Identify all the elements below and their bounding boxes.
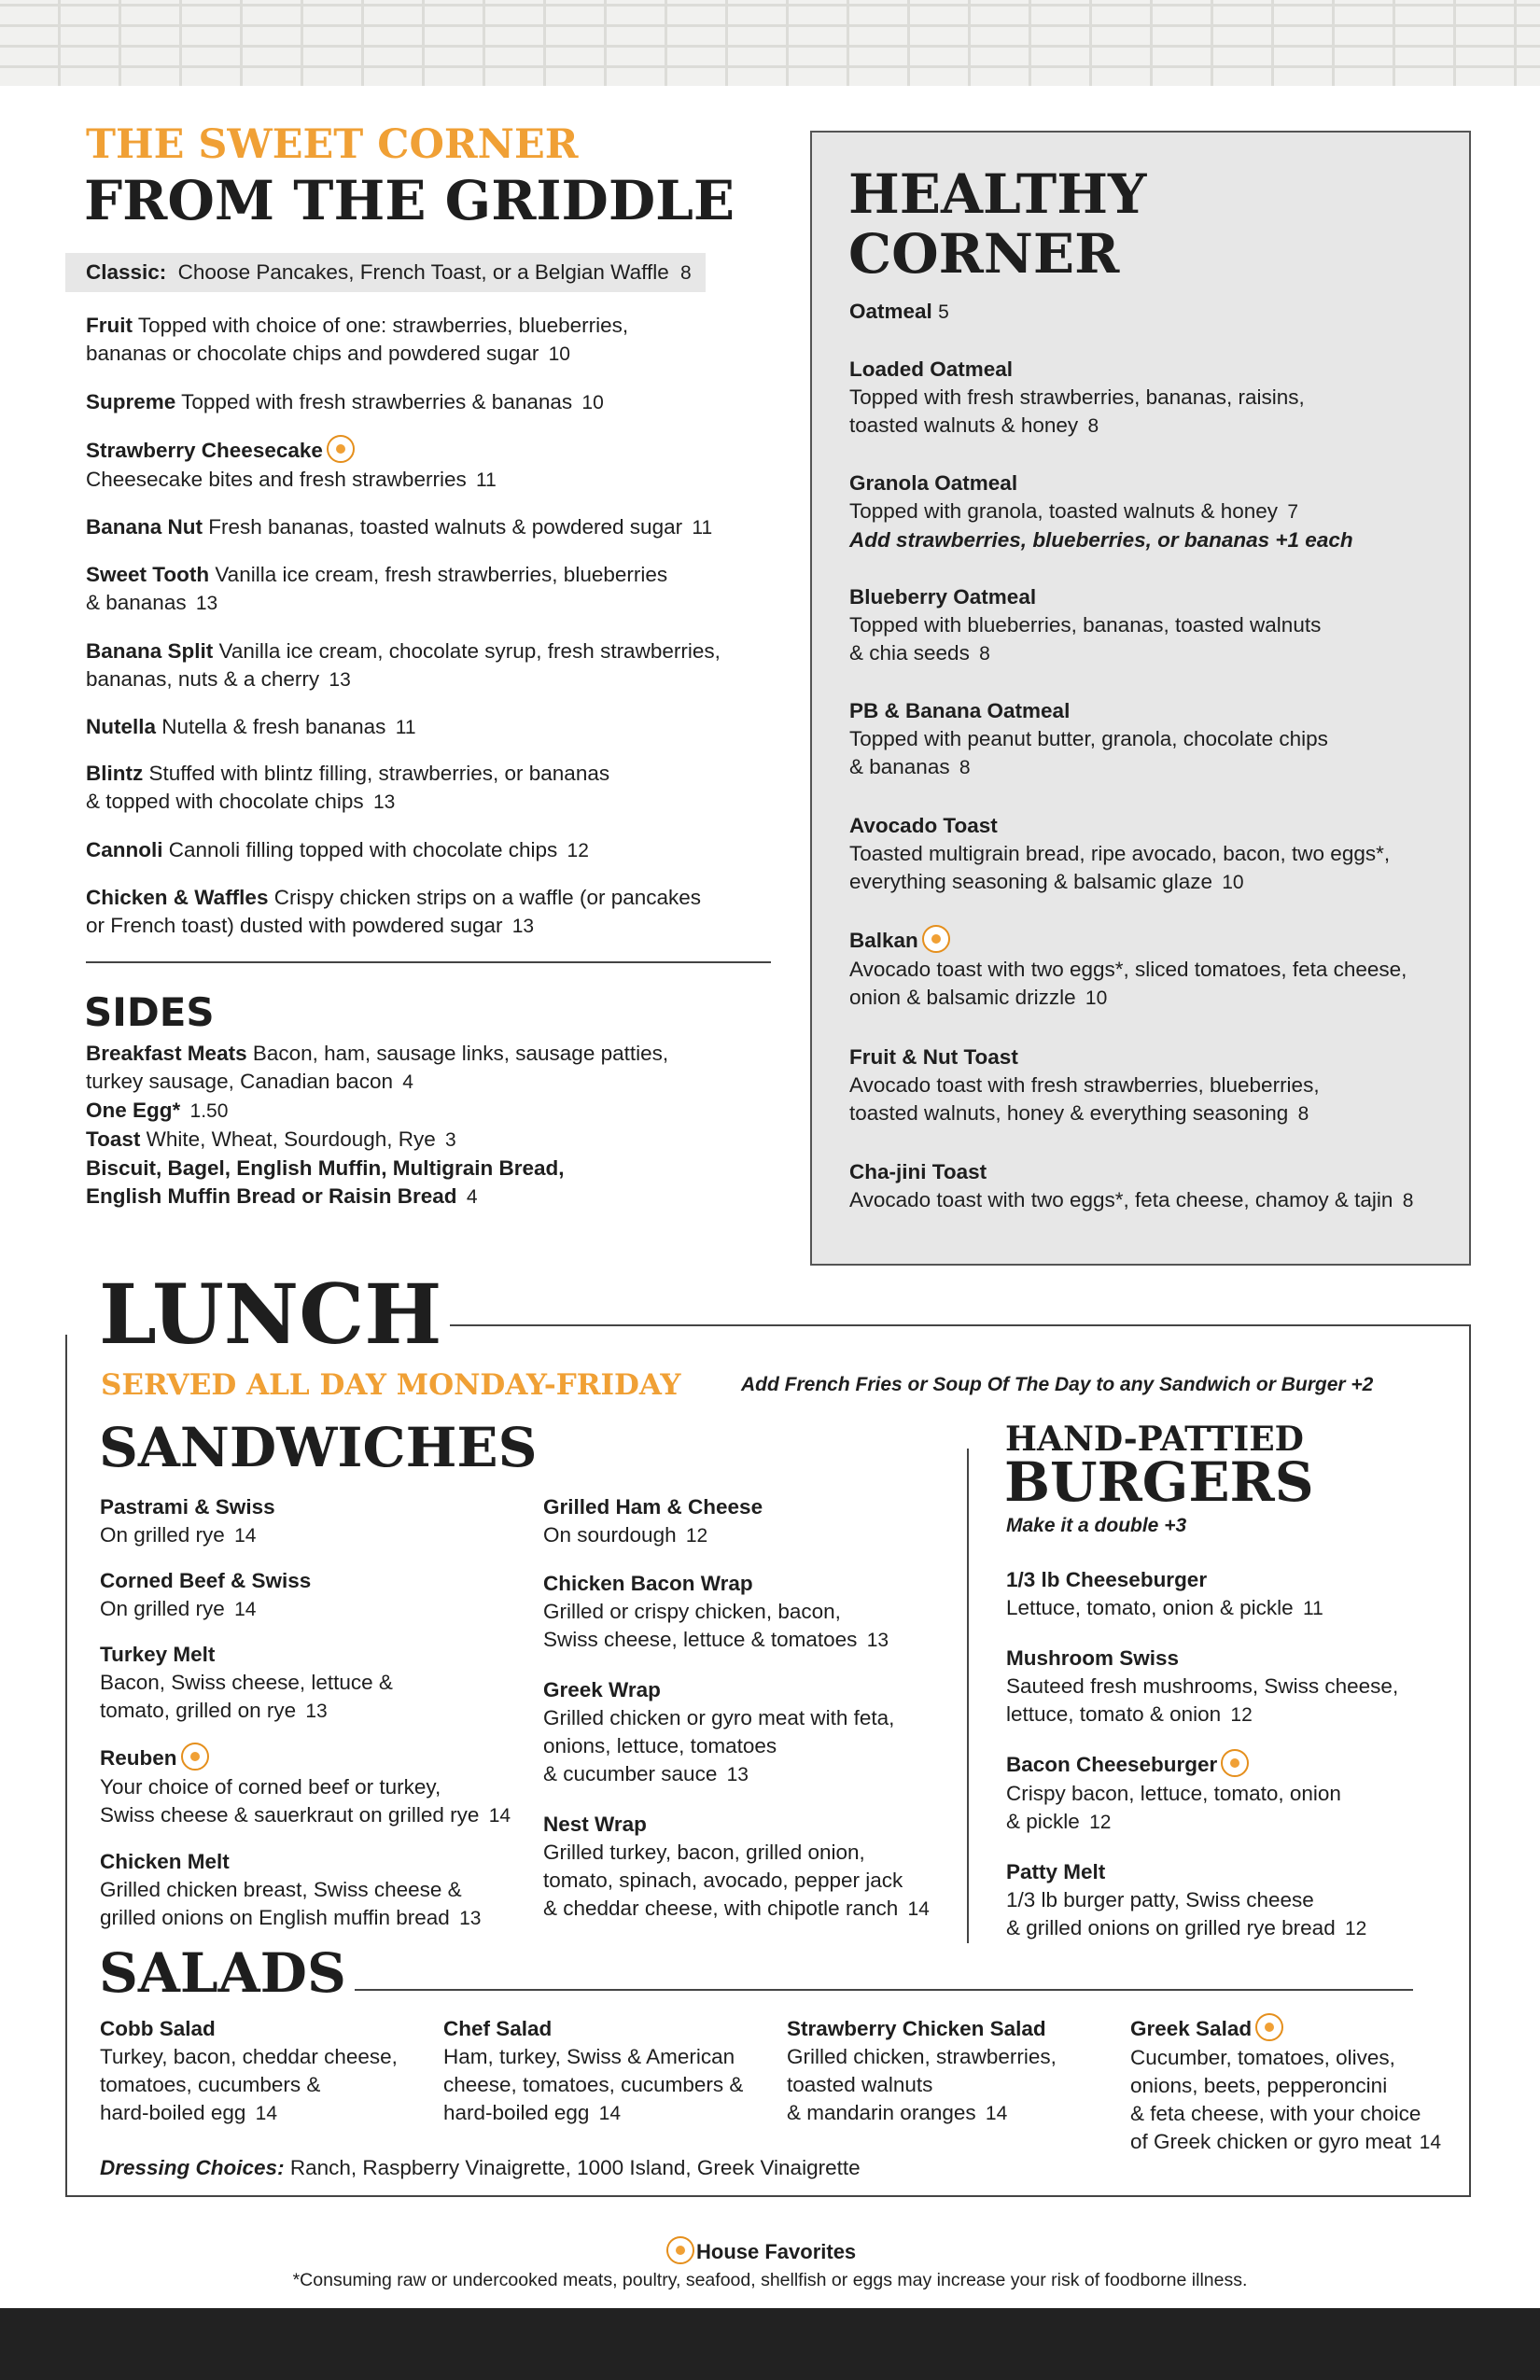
house-favorites-legend	[666, 2238, 856, 2267]
item-desc: Vanilla ice cream, fresh strawberries, blueberries	[215, 563, 668, 586]
sandwich-item	[543, 1676, 894, 1789]
item-desc: Lettuce, tomato, onion & pickle	[1006, 1596, 1294, 1619]
side-item	[86, 1126, 456, 1155]
house-favorite-egg-icon	[1221, 1749, 1249, 1777]
item-name: Banana Nut	[86, 515, 203, 539]
house-favorite-egg-icon	[327, 435, 355, 463]
griddle-kicker: THE SWEET CORNER	[86, 121, 579, 168]
sandwich-item	[100, 1493, 275, 1550]
item-name: Nest Wrap	[543, 1813, 647, 1836]
classic-desc: Choose Pancakes, French Toast, or a Belgian Waffle	[177, 260, 669, 284]
sandwich-item	[100, 1744, 511, 1830]
item-desc: hard-boiled egg	[100, 2101, 246, 2124]
item-price: 3	[445, 1129, 456, 1151]
divider	[86, 961, 771, 963]
footer-bar	[0, 2308, 1540, 2380]
item-name: Chicken & Waffles	[86, 886, 269, 909]
item-price: 1.50	[189, 1100, 229, 1122]
item-desc: turkey sausage, Canadian bacon	[86, 1070, 393, 1093]
salads-title: SALADS	[99, 1941, 346, 2005]
burger-item	[1006, 1566, 1323, 1623]
dressing-choices	[100, 2154, 861, 2182]
item-price: 13	[726, 1764, 749, 1785]
side-item	[86, 1097, 228, 1126]
item-price: 10	[581, 392, 604, 413]
item-desc: toasted walnuts & honey	[849, 413, 1079, 437]
item-name: One Egg*	[86, 1099, 181, 1122]
item-price: 11	[1302, 1598, 1323, 1619]
burger-item	[1006, 1858, 1366, 1943]
item-desc: hard-boiled egg	[443, 2101, 590, 2124]
item-desc: Grilled turkey, bacon, grilled onion,	[543, 1841, 865, 1864]
healthy-title-line1: HEALTHY	[848, 162, 1147, 226]
item-name: Cannoli	[86, 838, 163, 861]
item-desc: Crispy chicken strips on a waffle (or pancakes	[273, 886, 702, 909]
item-price: 4	[402, 1071, 413, 1093]
item-desc: Fresh bananas, toasted walnuts & powdered sugar	[208, 515, 683, 539]
item-desc: Nutella & fresh bananas	[161, 715, 386, 738]
item-desc: Stuffed with blintz filling, strawberries, or bananas	[148, 762, 610, 785]
side-item	[86, 1155, 565, 1211]
item-desc: toasted walnuts	[787, 2073, 933, 2096]
sandwich-item	[100, 1848, 481, 1933]
item-desc: bananas or chocolate chips and powdered sugar	[86, 342, 539, 365]
item-desc: lettuce, tomato & onion	[1006, 1702, 1222, 1726]
item-name: Biscuit, Bagel, English Muffin, Multigrain Bread,	[86, 1156, 565, 1180]
house-favorite-egg-icon	[181, 1743, 209, 1771]
item-desc: On grilled rye	[100, 1597, 225, 1620]
menu-item	[86, 836, 589, 865]
item-name: Breakfast Meats	[86, 1042, 247, 1065]
burgers-title: BURGERS	[1004, 1450, 1314, 1514]
item-desc: Turkey, bacon, cheddar cheese,	[100, 2045, 398, 2068]
item-desc: & grilled onions on grilled rye bread	[1006, 1916, 1336, 1939]
item-name: Banana Split	[86, 639, 214, 663]
item-price: 12	[685, 1525, 708, 1547]
item-desc: cheese, tomatoes, cucumbers &	[443, 2073, 744, 2096]
menu-item	[86, 513, 712, 542]
item-name: Blueberry Oatmeal	[849, 585, 1037, 609]
item-name: Turkey Melt	[100, 1643, 216, 1666]
item-desc: Cheesecake bites and fresh strawberries	[86, 468, 467, 492]
item-name: Fruit & Nut Toast	[849, 1045, 1018, 1069]
item-price: 11	[395, 717, 416, 738]
item-desc: On grilled rye	[100, 1523, 225, 1547]
item-desc: of Greek chicken or gyro meat	[1130, 2130, 1412, 2154]
item-price: 14	[907, 1898, 930, 1920]
menu-item	[86, 312, 628, 369]
item-desc: Topped with fresh strawberries, bananas, raisins,	[849, 385, 1305, 409]
item-desc: Toasted multigrain bread, ripe avocado, bacon, two eggs*,	[849, 842, 1391, 865]
item-desc: tomato, spinach, avocado, pepper jack	[543, 1869, 903, 1892]
item-price: 12	[567, 840, 589, 861]
item-desc: & bananas	[849, 755, 950, 778]
item-desc: Topped with blueberries, bananas, toasted walnuts	[849, 613, 1322, 637]
column-divider	[967, 1449, 969, 1943]
sandwich-item	[543, 1570, 889, 1655]
menu-item	[86, 388, 604, 417]
item-name: Avocado Toast	[849, 814, 998, 837]
item-price: 10	[1085, 987, 1108, 1010]
item-note: Add strawberries, blueberries, or bananas +1 each	[849, 528, 1353, 552]
item-desc: & feta cheese, with your choice	[1130, 2102, 1421, 2126]
item-name: Toast	[86, 1127, 141, 1151]
item-name: Grilled Ham & Cheese	[543, 1495, 763, 1519]
item-name: 1/3 lb Cheeseburger	[1006, 1568, 1208, 1591]
burgers-note: Make it a double +3	[1006, 1515, 1187, 1536]
item-price: 13	[195, 593, 218, 614]
item-name: Greek Salad	[1130, 2017, 1253, 2040]
menu-item	[86, 884, 701, 941]
menu-item	[849, 469, 1353, 554]
item-desc: Cannoli filling topped with chocolate chips	[168, 838, 558, 861]
item-name: Chicken Melt	[100, 1850, 230, 1873]
dressing-label: Dressing Choices:	[100, 2156, 285, 2179]
item-desc: Topped with choice of one: strawberries, blueberries,	[137, 314, 629, 337]
item-name: Strawberry Chicken Salad	[787, 2017, 1046, 2040]
item-desc: Grilled chicken breast, Swiss cheese &	[100, 1878, 462, 1901]
item-name: PB & Banana Oatmeal	[849, 699, 1071, 722]
item-desc: onions, lettuce, tomatoes	[543, 1734, 777, 1757]
item-desc: onions, beets, pepperoncini	[1130, 2074, 1388, 2098]
item-price: 14	[234, 1599, 257, 1620]
item-desc: Swiss cheese, lettuce & tomatoes	[543, 1628, 858, 1651]
lunch-subtitle: SERVED ALL DAY MONDAY-FRIDAY	[101, 1368, 681, 1402]
item-desc: toasted walnuts, honey & everything seasoning	[849, 1101, 1289, 1125]
item-name: Chicken Bacon Wrap	[543, 1572, 753, 1595]
item-price: 8	[959, 757, 971, 778]
item-price: 13	[372, 791, 396, 813]
item-name: English Muffin Bread or Raisin Bread	[86, 1184, 457, 1208]
menu-item	[849, 1158, 1413, 1215]
item-price: 12	[1344, 1918, 1367, 1939]
sandwich-item	[100, 1567, 311, 1624]
griddle-title: FROM THE GRIDDLE	[84, 169, 735, 232]
item-desc: Avocado toast with two eggs*, sliced tomatoes, feta cheese,	[849, 958, 1407, 982]
item-name: Patty Melt	[1006, 1860, 1106, 1883]
item-name: Blintz	[86, 762, 144, 785]
item-price: 8	[979, 643, 990, 665]
sides-title: SIDES	[84, 989, 215, 1035]
item-name: Supreme	[86, 390, 176, 413]
legend-label: House Favorites	[696, 2240, 857, 2263]
item-desc: Topped with peanut butter, granola, chocolate chips	[849, 727, 1328, 750]
item-desc: Avocado toast with fresh strawberries, blueberries,	[849, 1073, 1320, 1097]
classic-item	[65, 253, 706, 292]
item-name: Cha-jini Toast	[849, 1160, 987, 1183]
item-price: 14	[1419, 2132, 1442, 2154]
item-desc: tomato, grilled on rye	[100, 1699, 297, 1722]
menu-item	[849, 697, 1328, 782]
side-item	[86, 1040, 668, 1097]
item-desc: Grilled or crispy chicken, bacon,	[543, 1600, 841, 1623]
menu-item	[86, 637, 721, 694]
brick-wall-banner	[0, 0, 1540, 86]
house-favorite-egg-icon	[922, 925, 950, 953]
item-price: 14	[985, 2103, 1008, 2124]
item-price: 14	[255, 2103, 277, 2124]
item-price: 10	[548, 343, 570, 365]
item-name: Oatmeal	[849, 300, 932, 323]
item-name: Reuben	[100, 1746, 177, 1770]
item-desc: Vanilla ice cream, chocolate syrup, fresh strawberries,	[218, 639, 721, 663]
menu-item	[849, 1043, 1320, 1128]
item-desc: Grilled chicken, strawberries,	[787, 2045, 1057, 2068]
menu-item	[849, 356, 1305, 441]
item-price: 12	[1230, 1704, 1253, 1726]
menu-item	[86, 760, 609, 817]
item-desc: & chia seeds	[849, 641, 970, 665]
item-desc: bananas, nuts & a cherry	[86, 667, 320, 691]
item-price: 13	[866, 1630, 889, 1651]
item-desc: everything seasoning & balsamic glaze	[849, 870, 1212, 893]
item-name: Loaded Oatmeal	[849, 357, 1014, 381]
item-price: 13	[329, 669, 351, 691]
dressing-list: Ranch, Raspberry Vinaigrette, 1000 Island, Greek Vinaigrette	[289, 2156, 861, 2179]
item-desc: & cucumber sauce	[543, 1762, 718, 1785]
classic-price: 8	[679, 262, 692, 284]
house-favorite-egg-icon	[1255, 2013, 1283, 2041]
item-desc: or French toast) dusted with powdered sugar	[86, 914, 503, 937]
item-desc: & pickle	[1006, 1810, 1080, 1834]
item-desc: Topped with granola, toasted walnuts & honey	[849, 499, 1279, 523]
lunch-title: LUNCH	[99, 1266, 442, 1363]
menu-item	[849, 583, 1321, 668]
item-desc: grilled onions on English muffin bread	[100, 1906, 450, 1929]
item-desc: 1/3 lb burger patty, Swiss cheese	[1006, 1888, 1314, 1911]
menu-item	[849, 298, 949, 327]
item-price: 14	[488, 1805, 511, 1827]
burger-item	[1006, 1645, 1398, 1729]
item-desc: Topped with fresh strawberries & bananas	[181, 390, 573, 413]
item-price: 13	[305, 1701, 328, 1722]
item-desc: Bacon, ham, sausage links, sausage patties,	[252, 1042, 669, 1065]
item-name: Cobb Salad	[100, 2017, 216, 2040]
food-safety-disclaimer: *Consuming raw or undercooked meats, poultry, seafood, shellfish or eggs may increase your risk of foodborne illness.	[292, 2270, 1248, 2290]
menu-item	[86, 713, 416, 742]
item-price: 11	[692, 517, 713, 539]
item-desc: White, Wheat, Sourdough, Rye	[146, 1127, 436, 1151]
item-price: 13	[511, 916, 535, 937]
item-name: Bacon Cheeseburger	[1006, 1753, 1218, 1776]
item-desc: & cheddar cheese, with chipotle ranch	[543, 1897, 899, 1920]
item-desc: onion & balsamic drizzle	[849, 986, 1076, 1010]
item-price: 10	[1222, 872, 1244, 893]
item-name: Corned Beef & Swiss	[100, 1569, 312, 1592]
item-name: Greek Wrap	[543, 1678, 661, 1701]
item-price: 8	[1402, 1190, 1414, 1211]
item-name: Pastrami & Swiss	[100, 1495, 275, 1519]
sandwich-item	[100, 1641, 393, 1726]
item-price: 14	[234, 1525, 257, 1547]
item-desc: Your choice of corned beef or turkey,	[100, 1775, 441, 1799]
item-desc: Crispy bacon, lettuce, tomato, onion	[1006, 1782, 1341, 1806]
item-desc: Cucumber, tomatoes, olives,	[1130, 2046, 1395, 2070]
item-name: Mushroom Swiss	[1006, 1646, 1180, 1670]
salad-item	[443, 2015, 743, 2128]
lunch-addon-note: Add French Fries or Soup Of The Day to any Sandwich or Burger +2	[741, 1374, 1374, 1395]
item-price: 8	[1297, 1103, 1309, 1125]
item-name: Fruit	[86, 314, 133, 337]
salad-item	[100, 2015, 398, 2128]
classic-name: Classic:	[86, 260, 167, 284]
item-desc: & topped with chocolate chips	[86, 790, 364, 813]
item-desc: On sourdough	[543, 1523, 677, 1547]
item-name: Strawberry Cheesecake	[86, 439, 323, 462]
item-name: Chef Salad	[443, 2017, 553, 2040]
burgers-kicker: HAND-PATTIED	[1005, 1420, 1304, 1459]
item-name: Nutella	[86, 715, 157, 738]
item-name: Granola Oatmeal	[849, 471, 1018, 495]
item-price: 4	[466, 1186, 478, 1208]
divider	[355, 1989, 1413, 1991]
sandwich-item	[543, 1811, 930, 1924]
item-desc: tomatoes, cucumbers &	[100, 2073, 321, 2096]
item-price: 14	[598, 2103, 621, 2124]
item-price: 5	[938, 301, 949, 323]
sandwich-item	[543, 1493, 763, 1550]
menu-item	[86, 561, 667, 618]
sandwiches-title: SANDWICHES	[99, 1416, 538, 1479]
item-desc: Avocado toast with two eggs*, feta cheese, chamoy & tajin	[849, 1188, 1393, 1211]
burger-item	[1006, 1751, 1341, 1837]
item-name: Balkan	[849, 929, 918, 952]
item-price: 8	[1087, 415, 1099, 437]
item-price: 11	[475, 469, 497, 492]
menu-item	[849, 927, 1407, 1013]
item-price: 12	[1089, 1812, 1112, 1834]
item-desc: & mandarin oranges	[787, 2101, 976, 2124]
house-favorite-egg-icon	[666, 2236, 694, 2264]
item-desc: & bananas	[86, 591, 187, 614]
salad-item	[787, 2015, 1057, 2128]
item-name: Sweet Tooth	[86, 563, 210, 586]
item-desc: Ham, turkey, Swiss & American	[443, 2045, 735, 2068]
item-price: 7	[1287, 501, 1299, 523]
healthy-title-line2: CORNER	[848, 222, 1120, 286]
menu-item	[86, 437, 497, 495]
item-desc: Swiss cheese & sauerkraut on grilled rye	[100, 1803, 480, 1827]
item-desc: Bacon, Swiss cheese, lettuce &	[100, 1671, 393, 1694]
item-desc: Grilled chicken or gyro meat with feta,	[543, 1706, 895, 1729]
menu-item	[849, 812, 1390, 897]
salad-item	[1130, 2015, 1441, 2157]
item-price: 13	[459, 1908, 482, 1929]
item-desc: Sauteed fresh mushrooms, Swiss cheese,	[1006, 1674, 1399, 1698]
